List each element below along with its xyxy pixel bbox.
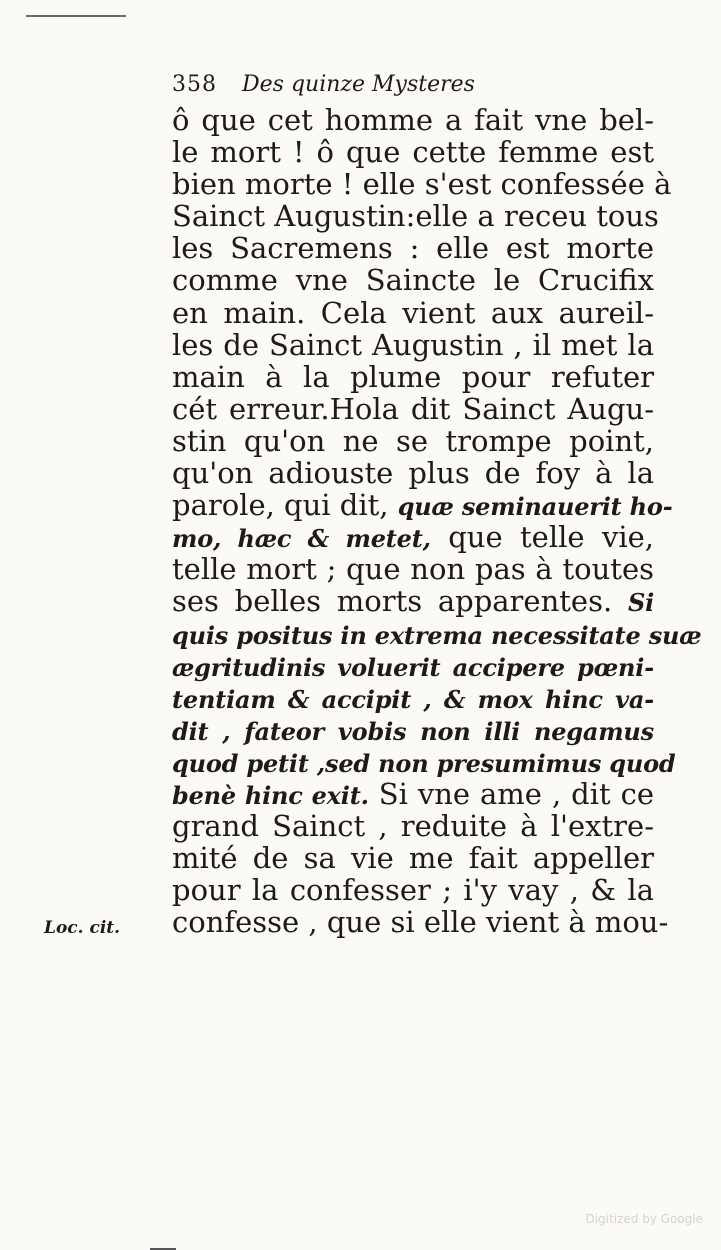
text-line — [172, 329, 654, 361]
latin-quote: benè hinc exit. — [172, 780, 369, 810]
line-text: le mort ! ô que cette femme est — [172, 135, 654, 170]
text-line — [172, 488, 673, 523]
text-line — [172, 618, 702, 650]
line-text: Sainct Augustin:elle a receu tous — [172, 199, 659, 234]
line-text: en main. Cela vient aux aureil- — [172, 295, 654, 330]
line-text: Si vne ame , dit ce — [368, 776, 654, 811]
text-line — [172, 521, 654, 553]
line-text: ses belles morts apparentes. — [172, 584, 628, 619]
text-line — [172, 905, 669, 940]
line-text: les de Sainct Augustin , il met la — [172, 327, 654, 362]
text-line — [172, 297, 654, 329]
line-text: main à la plume pour refuter — [172, 359, 654, 394]
text-line — [172, 746, 676, 778]
text-line — [172, 874, 654, 906]
line-text: cét erreur.Hola dit Sainct Augu- — [172, 391, 654, 426]
text-line — [172, 714, 654, 746]
line-text: que telle vie, — [430, 520, 654, 555]
latin-quote: dit , fateor vobis non illi negamus — [172, 716, 654, 746]
line-text: telle mort ; que non pas à toutes — [172, 552, 654, 587]
line-text: qu'on adiouste plus de foy à la — [172, 456, 654, 491]
line-text: parole, qui dit, — [172, 488, 398, 523]
line-text: bien morte ! elle s'est confessée à — [172, 167, 672, 202]
line-text: ô que cet homme a fait vne bel- — [172, 103, 654, 137]
text-line — [172, 553, 654, 585]
line-text: stin qu'on ne se trompe point, — [172, 423, 654, 458]
page-number: 358 — [172, 72, 217, 97]
line-text: grand Sainct , reduite à l'extre- — [172, 809, 654, 844]
latin-quote: mo, hæc & metet, — [172, 524, 431, 554]
text-line — [172, 136, 654, 168]
text-line — [172, 232, 654, 264]
text-line — [172, 810, 654, 842]
text-line — [172, 778, 654, 810]
text-line — [172, 264, 654, 296]
text-line — [172, 650, 654, 682]
text-line — [172, 425, 654, 457]
latin-quote: quis positus in extrema necessitate suæ — [172, 620, 702, 650]
text-line — [172, 361, 654, 393]
running-title: Des quinze Mysteres — [242, 72, 475, 97]
line-text: les Sacremens : elle est morte — [172, 231, 654, 266]
latin-quote: quod petit ,sed non presumimus quod — [172, 748, 676, 778]
text-line — [172, 199, 659, 234]
line-text: comme vne Saincte le Crucifix — [172, 263, 654, 298]
line-text: pour la confesser ; i'y vay , & la — [172, 873, 654, 908]
line-text: confesse , que si elle vient à mou- — [172, 905, 669, 940]
text-line — [172, 585, 654, 617]
text-line — [172, 393, 654, 425]
running-header — [172, 72, 475, 97]
latin-quote: tentiam & accipit , & mox hinc va- — [172, 684, 654, 714]
latin-quote: quæ seminauerit ho- — [397, 492, 673, 522]
latin-quote: Si — [627, 588, 654, 618]
text-line — [172, 104, 654, 136]
latin-quote: ægritudinis voluerit accipere pœni- — [172, 652, 654, 682]
body-text — [172, 103, 702, 940]
top-rule — [26, 15, 126, 17]
margin-note: Loc. cit. — [44, 918, 121, 938]
text-line — [172, 682, 654, 714]
watermark: Digitized by Google — [585, 1212, 703, 1226]
text-line — [172, 167, 672, 202]
text-line — [172, 842, 654, 874]
text-line — [172, 457, 654, 489]
line-text: mité de sa vie me fait appeller — [172, 841, 654, 876]
